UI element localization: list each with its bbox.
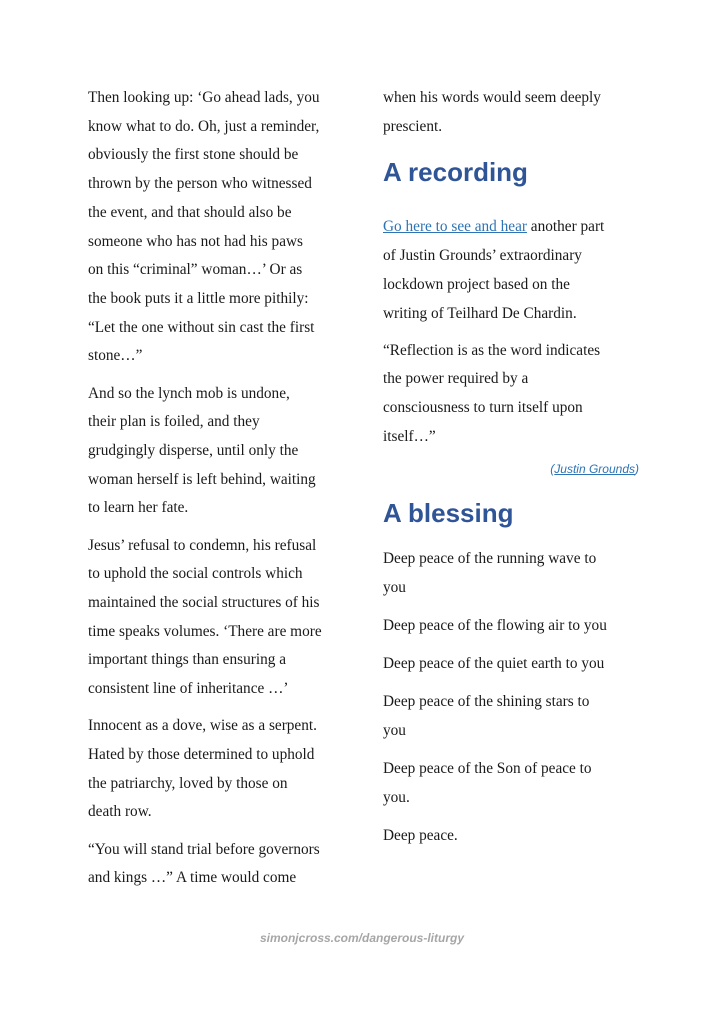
text-line: Deep peace of the quiet earth to you [383, 655, 605, 673]
text-line: you [383, 578, 406, 596]
blessing-line [383, 650, 639, 679]
text-line: Deep peace. [383, 827, 458, 845]
blessing-heading: A blessing [383, 498, 514, 529]
text-line: lockdown project based on the [383, 275, 570, 293]
text-line: Jesus’ refusal to condemn, his refusal [88, 536, 317, 554]
text-line: the event, and that should also be [88, 203, 292, 221]
text-line: “Let the one without sin cast the first [88, 318, 315, 336]
body-paragraph [88, 836, 358, 893]
intro-paragraph [383, 84, 639, 141]
text-line: “You will stand trial before governors [88, 840, 320, 858]
text-line: you. [383, 788, 410, 806]
text-line: the book puts it a little more pithily: [88, 289, 309, 307]
text-line: Deep peace of the Son of peace to [383, 760, 592, 778]
paren-open: ( [550, 462, 555, 477]
text-line: thrown by the person who witnessed [88, 175, 312, 193]
text-line: writing of Teilhard De Chardin. [383, 304, 577, 322]
blessing-line [383, 545, 639, 602]
body-paragraph [88, 380, 358, 524]
blessing-line [383, 612, 639, 641]
text-line: Deep peace of the running wave to [383, 550, 597, 568]
text-line: grudgingly disperse, until only the [88, 441, 299, 459]
text-line: their plan is foiled, and they [88, 413, 260, 431]
text-line: death row. [88, 803, 152, 821]
blessing-body [383, 545, 639, 851]
quote-attribution [383, 460, 639, 478]
text-line: of Justin Grounds’ extraordinary [383, 247, 582, 265]
text-line: maintained the social structures of his [88, 593, 320, 611]
text-line: prescient. [383, 117, 443, 135]
text-line: to uphold the social controls which [88, 565, 303, 583]
text-line: consistent line of inheritance …’ [88, 680, 289, 698]
body-paragraph [88, 84, 358, 371]
text-line: And so the lynch mob is undone, [88, 384, 290, 402]
body-paragraph [88, 712, 358, 827]
text-line: time speaks volumes. ‘There are more [88, 622, 322, 640]
text-line: Then looking up: ‘Go ahead lads, you [88, 89, 320, 106]
text-line: Deep peace of the flowing air to you [383, 616, 607, 634]
text-line: on this “criminal” woman…’ Or as [88, 261, 303, 279]
text-line: stone…” [88, 347, 143, 365]
recording-paragraph [383, 213, 639, 328]
quote-paragraph [383, 337, 639, 452]
text-line: woman herself is left behind, waiting [88, 470, 316, 488]
body-paragraph [88, 532, 358, 704]
blessing-line [383, 688, 639, 745]
text-line: obviously the first stone should be [88, 146, 299, 164]
left-column [88, 84, 358, 901]
text-line: Deep peace of the shining stars to [383, 693, 590, 711]
text-line: you [383, 722, 406, 740]
text-line: when his words would seem deeply [383, 89, 601, 106]
text-line: the patriarchy, loved by those on [88, 774, 288, 792]
blessing-line [383, 755, 639, 812]
text-line: consciousness to turn itself upon [383, 399, 583, 417]
text-line: Hated by those determined to uphold [88, 745, 315, 763]
recording-heading: A recording [383, 157, 528, 188]
text-line: and kings …” A time would come [88, 869, 297, 887]
footer-url[interactable]: simonjcross.com/dangerous-liturgy [259, 931, 465, 945]
text-line: Innocent as a dove, wise as a serpent. [88, 717, 317, 735]
text-line: “Reflection is as the word indicates [383, 341, 601, 359]
blessing-line [383, 822, 639, 851]
text-line: know what to do. Oh, just a reminder, [88, 117, 320, 135]
recording-link-rest: another part [526, 218, 605, 236]
text-line: the power required by a [383, 370, 529, 388]
text-line: someone who has not had his paws [88, 232, 303, 250]
attribution-link[interactable]: Justin Grounds [554, 462, 635, 477]
paren-close: ) [635, 462, 639, 477]
text-line: itself…” [383, 427, 436, 445]
recording-link[interactable]: Go here to see and hear [383, 218, 527, 236]
text-line: important things than ensuring a [88, 651, 286, 669]
right-column [383, 84, 639, 860]
text-line: to learn her fate. [88, 499, 189, 517]
